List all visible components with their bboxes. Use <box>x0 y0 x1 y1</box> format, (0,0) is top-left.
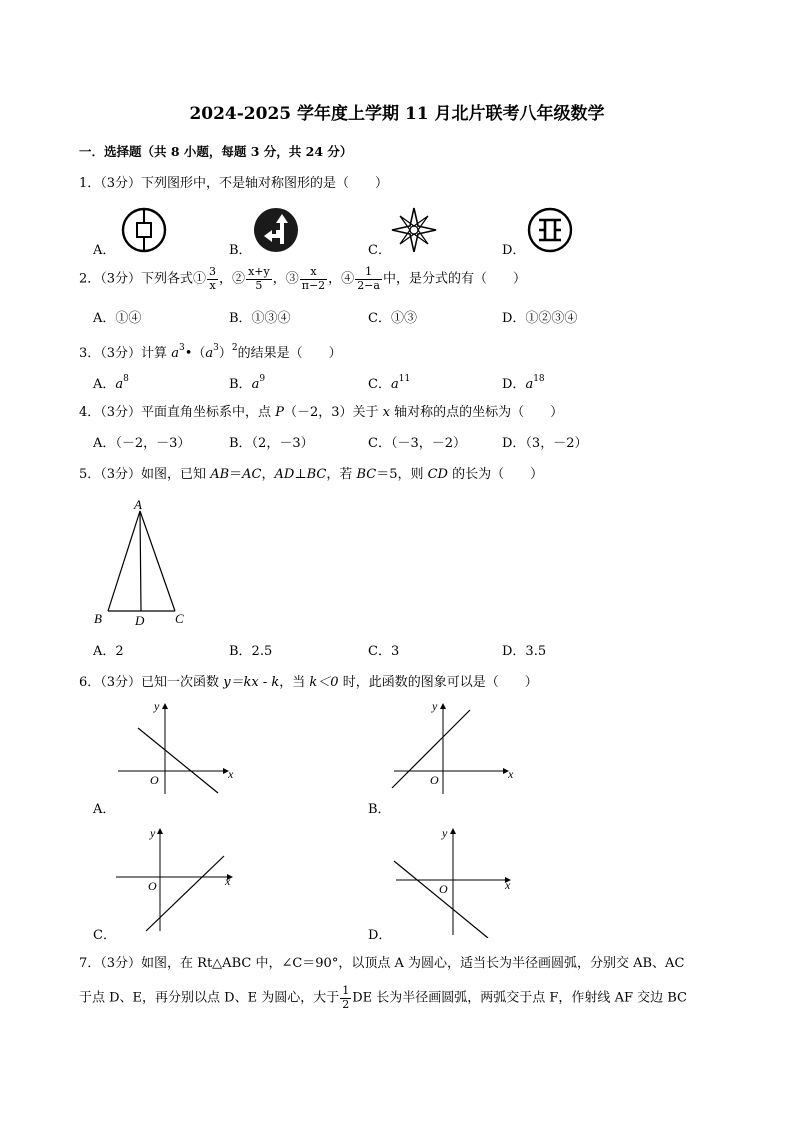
question-2-stem <box>79 266 526 292</box>
q6a-y-label: y <box>154 699 160 713</box>
q6-graph-c <box>110 823 240 935</box>
q2-f2-num: x+y <box>248 265 270 278</box>
q3-exp-1: 3 <box>178 343 185 353</box>
q2-fraction-3 <box>300 266 327 292</box>
q6c-line <box>146 856 224 931</box>
q2-f3-den: π−2 <box>301 278 326 292</box>
q3-a-exp: 8 <box>123 374 129 384</box>
q6d-y-label: y <box>442 826 448 840</box>
q5-altitude-ad <box>140 511 141 611</box>
q5-option-c: C．3 <box>368 644 400 659</box>
q3-b-exp: 9 <box>259 374 266 384</box>
q4-coord: （－2，3）关于 <box>283 405 383 420</box>
q2-option-a: A．①④ <box>93 311 142 326</box>
q3-option-b <box>229 375 265 391</box>
q2-sep-4: ，④ <box>328 271 355 287</box>
q3-tail: 的结果是（ ） <box>237 346 342 361</box>
q6b-y-label: y <box>432 699 438 713</box>
q6a-x-label: x <box>228 767 234 781</box>
question-4-stem <box>79 406 563 419</box>
q3-exp-3: 2 <box>231 343 238 353</box>
q3-exp-2: 3 <box>213 343 219 353</box>
q7-line2-part-b: DE 长为半径画圆弧，两弧交于点 F，作射线 AF 交边 BC <box>352 990 687 1006</box>
q6b-origin-label: O <box>430 773 439 787</box>
q6-option-a: A． <box>93 802 116 817</box>
q5-label-c: C <box>175 611 184 626</box>
q6-option-d: D． <box>368 928 392 943</box>
q6-lead: 6．（3分）已知一次函数 <box>79 675 224 690</box>
q3-option-d <box>502 375 545 391</box>
q1-option-a: A． <box>93 243 116 258</box>
q6-mid: ，当 <box>279 675 310 690</box>
section-heading: 一．选择题（共 8 小题，每题 3 分，共 24 分） <box>79 144 353 159</box>
q6c-origin-label: O <box>148 879 157 893</box>
q3-c-label: C． <box>368 377 391 392</box>
q5-eq: ＝ <box>229 467 243 482</box>
q2-f3-num: x <box>300 266 327 280</box>
q3-var-a: a <box>171 346 179 361</box>
q3-d-label: D． <box>502 377 526 392</box>
q3-b-var: a <box>251 377 260 392</box>
q2-f1-den: x <box>209 278 216 292</box>
q2-lead: 2．（3分）下列各式① <box>79 271 207 287</box>
q6c-y-label: y <box>150 826 156 840</box>
q2-fraction-1 <box>207 266 218 292</box>
q5-label-b: B <box>94 611 102 626</box>
q3-b-label: B． <box>229 377 252 392</box>
q4-point-p: P <box>275 405 284 420</box>
q6a-origin-label: O <box>150 773 159 787</box>
q5-side-ac <box>140 511 175 611</box>
q1-option-d: D． <box>502 243 526 258</box>
q6d-x-label: x <box>505 878 511 892</box>
q5-ab: AB <box>210 467 230 482</box>
q5-ad: AD <box>274 467 295 482</box>
q3-option-c <box>368 375 410 391</box>
q7-frac-den: 2 <box>342 997 350 1011</box>
q6-option-c: C． <box>93 928 116 943</box>
q1-figure-d <box>526 206 574 254</box>
q2-f4-num: 1 <box>355 266 382 280</box>
q6-graph-a <box>110 698 240 798</box>
question-7-line-1: 7．（3分）如图，在 Rt△ABC 中，∠C＝90°，以顶点 A 为圆心，适当长为半径画圆弧，分别交 AB、AC <box>79 956 685 971</box>
q2-tail: 中，是分式的有（ ） <box>382 271 526 287</box>
q6-tail: 时，此函数的图象可以是（ ） <box>338 675 538 690</box>
q5-ac: AC <box>242 467 262 482</box>
q5-perp: ⊥ <box>294 467 307 482</box>
q5-comma: ， <box>261 467 275 482</box>
q5-option-a: A．2 <box>93 644 124 659</box>
question-6-stem <box>79 676 538 689</box>
q2-sep-3: ，③ <box>272 271 299 287</box>
q4-option-a: A．（－2，－3） <box>93 436 191 451</box>
q4-option-b: B．（2，－3） <box>229 436 314 451</box>
q3-close: ） <box>218 346 232 361</box>
q6d-origin-label: O <box>439 882 448 896</box>
q2-fraction-4 <box>355 266 382 292</box>
q4-option-c: C．（－3，－2） <box>368 436 466 451</box>
q6-option-b: B． <box>368 802 391 817</box>
q7-line2-part-a: 于点 D、E，再分别以点 D、E 为圆心，大于 <box>79 990 340 1006</box>
q1-option-c: C． <box>368 243 391 258</box>
q2-option-d: D．①②③④ <box>502 311 578 326</box>
q2-sep-2: ，② <box>219 271 246 287</box>
q2-f4-den: 2−a <box>357 278 380 292</box>
q3-lead: 3．（3分）计算 <box>79 346 172 361</box>
question-7-line-2 <box>79 985 687 1011</box>
question-1-stem: 1．（3分）下列图形中，不是轴对称图形的是（ ） <box>79 176 389 191</box>
q5-label-d: D <box>135 613 145 628</box>
q5-ruo: ，若 <box>326 467 357 482</box>
q5-option-b: B．2.5 <box>229 644 273 659</box>
q7-fraction-half <box>340 985 351 1011</box>
page-title: 2024-2025 学年度上学期 11 月北片联考八年级数学 <box>189 104 605 124</box>
q3-a-var: a <box>115 377 124 392</box>
q2-fraction-2 <box>246 266 272 292</box>
q5-bc2: BC <box>356 467 377 482</box>
q2-option-c: C．①③ <box>368 311 417 326</box>
q3-var-a2: a <box>205 346 214 361</box>
q5-option-d: D．3.5 <box>502 644 547 659</box>
q5-tail: 的长为（ ） <box>447 467 544 482</box>
q6b-x-label: x <box>508 767 514 781</box>
q6d-line <box>394 861 488 938</box>
q5-cd: CD <box>427 467 448 482</box>
q1-figure-c <box>390 206 438 254</box>
q3-c-exp: 11 <box>398 374 411 384</box>
q5-side-ab <box>108 511 140 611</box>
q7-frac-num: 1 <box>342 984 350 997</box>
q3-mid: •（ <box>184 346 206 361</box>
q5-bc: BC <box>306 467 327 482</box>
q5-triangle-figure <box>88 495 198 630</box>
q2-f2-den: 5 <box>255 278 263 292</box>
q3-d-exp: 18 <box>533 374 545 384</box>
q5-lead: 5．（3分）如图，已知 <box>79 467 211 482</box>
q6-graph-b <box>388 698 518 798</box>
q4-tail: 轴对称的点的坐标为（ ） <box>389 405 564 420</box>
q5-eq5: ＝5，则 <box>376 467 428 482</box>
q6-graph-d <box>388 823 518 938</box>
q2-f1-num: 3 <box>209 265 217 278</box>
q3-option-a <box>93 375 129 391</box>
q3-a-label: A． <box>93 377 116 392</box>
q2-option-b: B．①③④ <box>229 311 291 326</box>
question-5-stem <box>79 468 543 481</box>
q4-axis-x: x <box>382 405 390 420</box>
q1-figure-a <box>120 206 168 254</box>
q6-func: y＝kx - k <box>223 675 280 690</box>
q5-label-a: A <box>134 497 142 512</box>
q6c-x-label: x <box>225 874 231 888</box>
q1-figure-b <box>252 206 300 254</box>
q4-lead: 4．（3分）平面直角坐标系中，点 <box>79 405 276 420</box>
q6-cond: k＜0 <box>309 675 339 690</box>
q4-option-d: D．（3，－2） <box>502 436 588 451</box>
question-3-stem <box>79 344 342 360</box>
q3-c-var: a <box>390 377 399 392</box>
q3-d-var: a <box>525 377 534 392</box>
q1-option-b: B． <box>229 243 252 258</box>
